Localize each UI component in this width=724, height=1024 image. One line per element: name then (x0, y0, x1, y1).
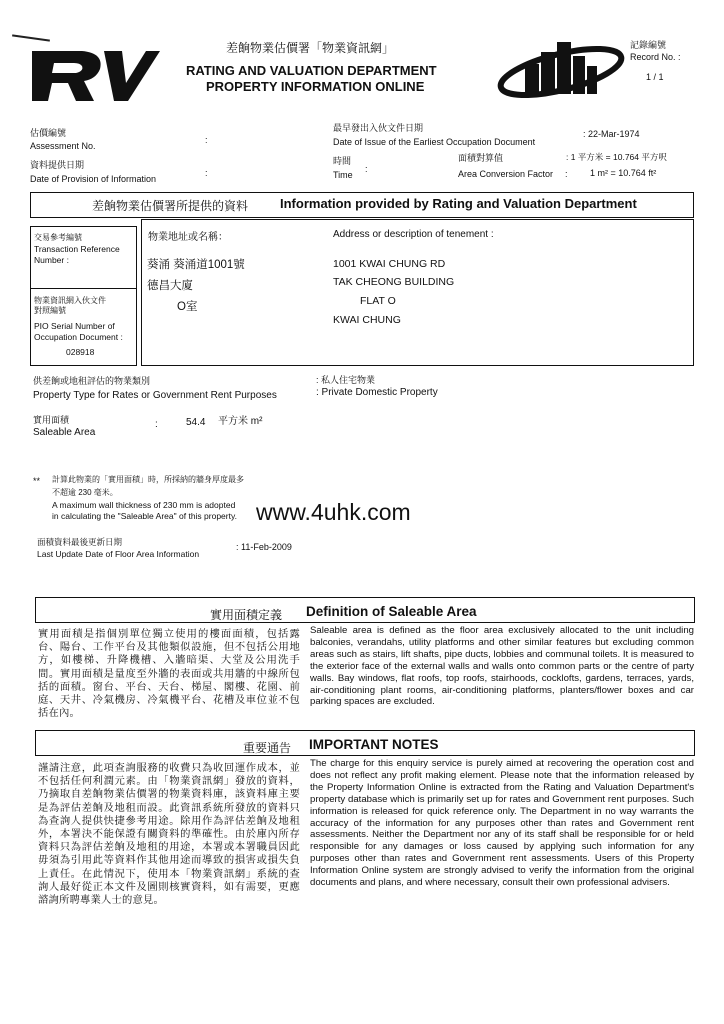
info-header-zh: 差餉物業估價署所提供的資料 (92, 199, 249, 213)
area-colon: : (155, 419, 158, 430)
note-zh-2: 不超逾 230 毫米。 (52, 488, 118, 497)
important-title-zh: 重要通告 (243, 741, 292, 755)
address-en-line-3: FLAT O (360, 295, 396, 307)
transaction-divider (30, 288, 137, 289)
ref-label-en-2: Number : (34, 255, 69, 265)
watermark: www.4uhk.com (256, 499, 411, 525)
definition-text-en: Saleable area is defined as the floor area exclusively allocated to the unit including balconies, verandahs, utility platforms and other similar features but excluding common areas such as stairs, lift shafts, pipe ducts, lobbies and communal toilets. It is measured to the exterior face of the external walls and walls onto common parts or the centre of party walls. Bay windows, flat roofs, top roofs, stairhoods, cocklofts, gardens, terraces, yards, air-conditioning plant rooms, air-conditioning platforms, planters/flower boxes and car parking spaces are excluded. (310, 625, 694, 708)
last-update-en: Last Update Date of Floor Area Information (37, 549, 200, 559)
pio-label-en-1: PIO Serial Number of (34, 321, 115, 331)
address-zh-line-3: O室 (177, 301, 198, 313)
header-title-zh: 差餉物業估價署「物業資訊網」 (226, 41, 395, 55)
property-type-en: Property Type for Rates or Government Rent Purposes (33, 390, 277, 401)
pio-label-zh-1: 物業資訊網入伙文件 (34, 296, 106, 305)
address-label-en: Address or description of tenement : (333, 229, 494, 240)
ref-label-en-1: Transaction Reference (34, 244, 120, 254)
pio-value: 028918 (66, 347, 95, 357)
last-update-zh: 面積資料最後更新日期 (37, 537, 123, 547)
area-unit: 平方米 m² (218, 416, 263, 427)
address-en-line-2: TAK CHEONG BUILDING (333, 276, 455, 288)
header-title-en-1: RATING AND VALUATION DEPARTMENT (186, 63, 437, 78)
property-type-value-zh: : 私人住宅物業 (316, 375, 376, 385)
provision-label-en: Date of Provision of Information (30, 174, 157, 184)
record-no-value: 1 / 1 (646, 72, 664, 82)
occupation-value: : 22-Mar-1974 (583, 129, 640, 139)
definition-title-zh: 實用面積定義 (210, 608, 283, 622)
buildings-logo (495, 38, 630, 98)
time-label-zh: 時間 (333, 156, 352, 166)
property-type-value-en: : Private Domestic Property (316, 387, 438, 398)
last-update-value: : 11-Feb-2009 (236, 542, 292, 552)
important-text-zh: 謹請注意，此項查詢服務的收費只為收回運作成本，並不包括任何利潤元素。由「物業資訊網」發放的資料，乃摘取自差餉物業估價署的物業資料庫，該資料庫主要是為評估差餉及地租而設。此資訊系統所發放的資料只為查詢人提供快捷參考用途。除用作為評估差餉及地租外，本署決不能保證有關資料的準確性。由於庫內所存資料只為評估差餉及地租的用途，本署或本署職員因此毋須為引用此等資料作其他用途而導致的損害或損失負上責任。在此情況下，使用本「物業資訊網」系統的查詢人最好從正本文件及圖則核實資料，如有需要，更應諮詢所聘專業人士的意見。 (38, 762, 300, 907)
conv-label-en: Area Conversion Factor (458, 169, 554, 179)
address-zh-line-2: 德昌大廈 (147, 280, 193, 292)
conv-colon: : (565, 169, 568, 179)
definition-title-en: Definition of Saleable Area (306, 604, 477, 619)
rv-logo (30, 47, 162, 103)
note-en-1: A maximum wall thickness of 230 mm is adopted (52, 500, 236, 510)
time-colon: : (365, 164, 368, 174)
header-title-en-2: PROPERTY INFORMATION ONLINE (206, 79, 425, 94)
record-no-en: Record No. : (630, 52, 681, 62)
occupation-label-en: Date of Issue of the Earliest Occupation Document (333, 137, 536, 147)
provision-label-zh: 資料提供日期 (30, 160, 85, 170)
ref-label-zh: 交易參考編號 (34, 233, 82, 242)
conv-value-2: 1 m² = 10.764 ft² (590, 168, 657, 178)
address-label-zh: 物業地址或名稱： (148, 232, 228, 243)
info-header-en: Information provided by Rating and Valuation Department (280, 196, 637, 211)
note-marker: ** (33, 476, 41, 486)
conv-value-1: : 1 平方米 = 10.764 平方呎 (566, 152, 667, 162)
address-en-line-4: KWAI CHUNG (333, 314, 401, 326)
area-label-zh: 實用面積 (33, 415, 70, 425)
assessment-label-zh: 估價編號 (30, 128, 67, 138)
property-type-zh: 供差餉或地租評估的物業類別 (33, 376, 151, 386)
pio-label-en-2: Occupation Document : (34, 332, 123, 342)
address-en-line-1: 1001 KWAI CHUNG RD (333, 258, 446, 270)
important-text-en: The charge for this enquiry service is purely aimed at recovering the operation cost and does not reflect any profit making element. Please note that the information released by the Property Information Online is extracted from the Rating and Valuation Department's property database which is primarily set up for rates and Government rent purposes. Such information is released for quick reference only. The Department in no way warrants the accuracy of the information for any purposes other than rates and Government rent assessments. Neither the Department nor any of its staff shall be responsible for or held responsible for any damages or loss caused by applying such information for any purposes other than rates and Government rent assessments. Users of this Property Information Online system are strongly advised to verify the information from the original documents and plans, and where necessary, consult their own professional advisers. (310, 758, 694, 889)
assessment-label-en: Assessment No. (30, 141, 96, 151)
provision-colon: : (205, 168, 208, 178)
important-title-en: IMPORTANT NOTES (309, 737, 439, 752)
note-zh-1: 計算此物業的「實用面積」時，所採納的牆身厚度最多 (52, 475, 244, 484)
area-value: 54.4 (186, 417, 206, 428)
conv-label-zh: 面積對算值 (458, 153, 504, 163)
time-label-en: Time (333, 170, 353, 180)
assessment-colon: : (205, 135, 208, 145)
address-zh-line-1: 葵涌 葵涌道1001號 (147, 259, 245, 271)
record-no-zh: 記錄編號 (630, 40, 667, 50)
area-label-en: Saleable Area (33, 427, 96, 438)
pio-label-zh-2: 對照編號 (34, 306, 66, 315)
occupation-label-zh: 最早發出入伙文件日期 (333, 123, 424, 133)
note-en-2: in calculating the "Saleable Area" of this property. (52, 511, 237, 521)
definition-text-zh: 實用面積是指個別單位獨立使用的樓面面積，包括露台、陽台、工作平台及其他類似設施，但不包括公用地方，如樓梯、升降機槽、入牆暗渠、大堂及公用洗手間。實用面積是量度至外牆的表面或共用牆的中線所包括的面積。窗台、平台、天台、梯屋、閣樓、花園、前庭、天井、冷氣機房、冷氣機平台、花槽及車位並不包括在內。 (38, 628, 300, 720)
stray-mark (12, 34, 50, 41)
